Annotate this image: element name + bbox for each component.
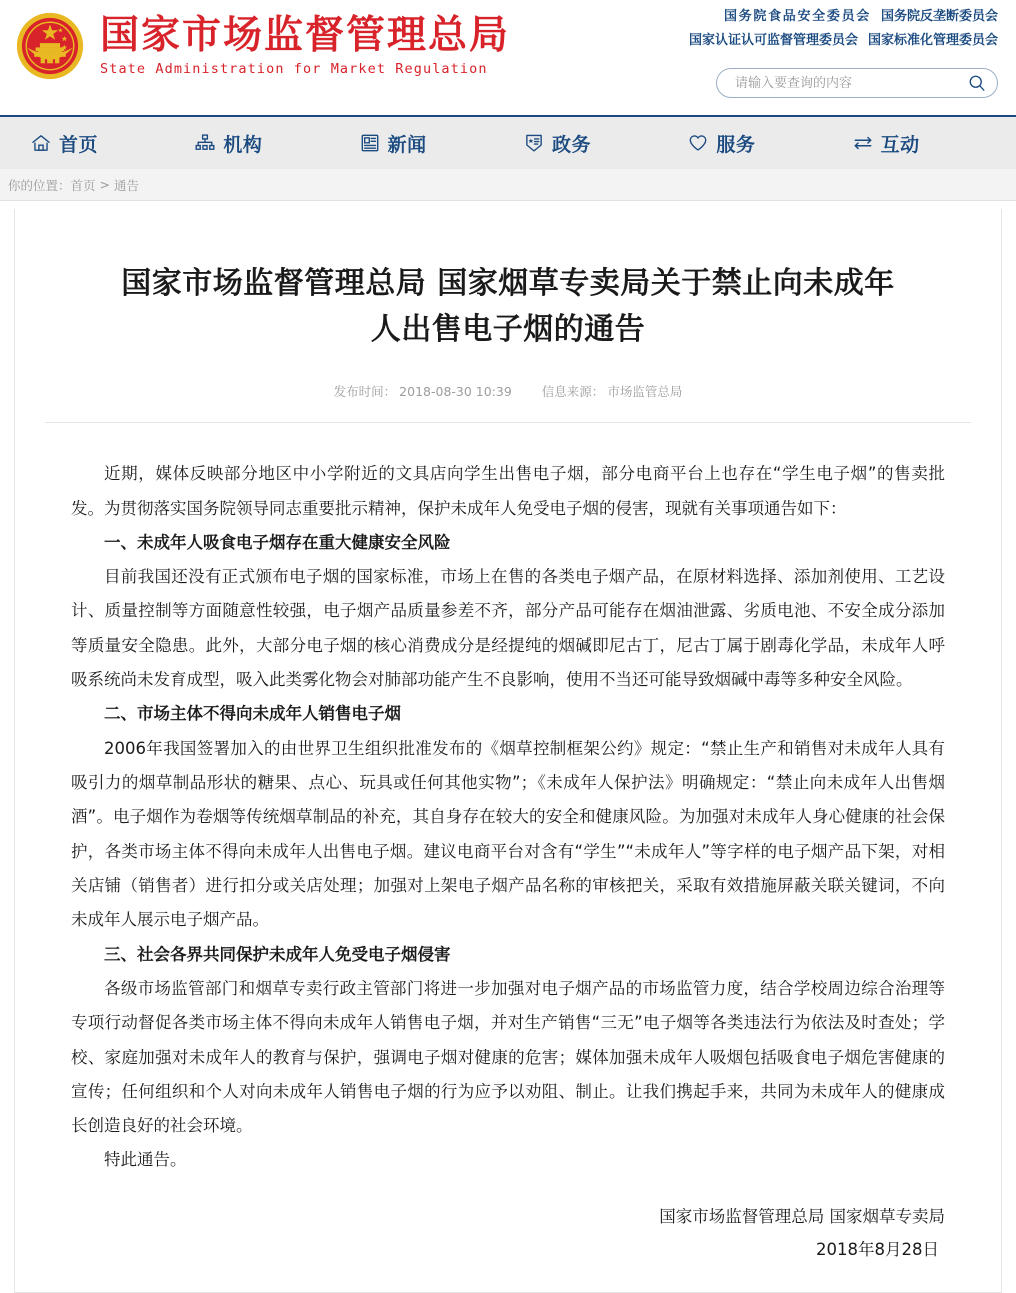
article-paragraph: 目前我国还没有正式颁布电子烟的国家标准，市场上在售的各类电子烟产品，在原材料选择、添加剂使用、工艺设计、质量控制等方面随意性较强，电子烟产品质量参差不齐，部分产品可能存在烟油泄露、劣质电池、不安全成分添加等质量安全隐患。此外，大部分电子烟的核心消费成分是经提纯的烟碱即尼古丁，尼古丁属于剧毒化学品，未成年人呼吸系统尚未发育成型，吸入此类雾化物会对肺部功能产生不良影响，使用不当还可能导致烟碱中毒等多种安全风险。 <box>71 567 945 690</box>
article-paragraph-closing: 特此通告。 <box>104 1150 187 1170</box>
exchange-icon <box>852 132 874 154</box>
nav-label-service: 服务 <box>716 133 756 156</box>
top-link-food-safety[interactable]: 国务院食品安全委员会 <box>723 8 871 23</box>
source-label: 信息来源： <box>541 384 605 400</box>
source-value: 市场监管总局 <box>607 384 683 400</box>
brand-name-en: State Administration for Market Regulation <box>100 60 488 77</box>
nav-label-government-affairs: 政务 <box>551 133 591 156</box>
article-section-heading-2: 二、市场主体不得向未成年人销售电子烟 <box>104 704 401 724</box>
top-link-antitrust[interactable]: 国务院反垄断委员会 <box>880 8 998 23</box>
article-body <box>71 457 945 1178</box>
breadcrumb-item-current: 通告 <box>114 177 140 193</box>
article-signature <box>71 1200 945 1266</box>
publish-time-value: 2018-08-30 10:39 <box>399 384 512 400</box>
breadcrumb-separator: > <box>99 177 111 192</box>
news-icon <box>359 132 381 154</box>
article-paragraph: 2006年我国签署加入的由世界卫生组织批准发布的《烟草控制框架公约》规定：“禁止生产和销售对未成年人具有吸引力的烟草制品形状的糖果、点心、玩具或任何其他实物”；《未成年人保护法》明确规定：“禁止向未成年人出售烟酒”。电子烟作为卷烟等传统烟草制品的补充，其自身存在较大的安全和健康风险。为加强对未成年人身心健康的社会保护，各类市场主体不得向未成年人出售电子烟。建议电商平台对含有“学生”“未成年人”等字样的电子烟产品下架，对相关店铺（销售者）进行扣分或关店处理；加强对上架电子烟产品名称的审核把关，采取有效措施屏蔽关联关键词，不向未成年人展示电子烟产品。 <box>71 738 945 930</box>
national-emblem-icon <box>14 10 86 82</box>
nav-label-interaction: 互动 <box>880 133 920 156</box>
nav-item-home[interactable] <box>30 130 194 157</box>
nav-item-government-affairs[interactable] <box>523 130 687 157</box>
top-link-certification[interactable]: 国家认证认可监督管理委员会 <box>688 32 858 47</box>
article-section-heading-3: 三、社会各界共同保护未成年人免受电子烟侵害 <box>104 944 451 964</box>
nav-item-service[interactable] <box>687 130 851 157</box>
article-paragraph: 近期，媒体反映部分地区中小学附近的文具店向学生出售电子烟，部分电商平台上也存在“学生电子烟”的售卖批发。为贯彻落实国务院领导同志重要批示精神，保护未成年人免受电子烟的侵害，现就有关事项通告如下： <box>71 464 945 518</box>
nav-label-organization: 机构 <box>223 133 263 156</box>
article-section-heading-1: 一、未成年人吸食电子烟存在重大健康安全风险 <box>104 532 451 552</box>
breadcrumb-prefix: 你的位置： <box>8 177 71 193</box>
brand-text <box>100 15 510 76</box>
site-brand[interactable] <box>14 10 510 82</box>
top-affiliate-links <box>648 6 998 49</box>
article-card <box>14 209 1002 1293</box>
heart-icon <box>687 132 709 154</box>
page-title: 国家市场监督管理总局 国家烟草专卖局关于禁止向未成年人出售电子烟的通告 <box>121 266 895 347</box>
search-icon[interactable] <box>967 73 987 93</box>
nav-item-interaction[interactable] <box>852 130 1016 157</box>
nav-item-news[interactable] <box>359 130 523 157</box>
site-header <box>0 0 1016 115</box>
brand-name-cn: 国家市场监督管理总局 <box>100 13 511 59</box>
main-nav <box>0 115 1016 169</box>
meta-divider <box>45 422 971 423</box>
nav-label-news: 新闻 <box>387 133 427 156</box>
article-paragraph: 各级市场监管部门和烟草专卖行政主管部门将进一步加强对电子烟产品的市场监管力度，结合学校周边综合治理等专项行动督促各类市场主体不得向未成年人销售电子烟，并对生产销售“三无”电子烟等各类违法行为依法及时查处；学校、家庭加强对未成年人的教育与保护，强调电子烟对健康的危害；媒体加强未成年人吸烟包括吸食电子烟危害健康的宣传；任何组织和个人对向未成年人销售电子烟的行为应予以劝阻、制止。让我们携起手来，共同为未成年人的健康成长创造良好的社会环境。 <box>71 978 945 1136</box>
nav-item-organization[interactable] <box>194 130 358 157</box>
search-box[interactable] <box>716 68 998 98</box>
article-meta <box>15 382 1001 400</box>
shield-icon <box>523 132 545 154</box>
home-icon <box>30 132 52 154</box>
signature-date: 2018年8月28日 <box>816 1239 939 1259</box>
nav-label-home: 首页 <box>59 133 99 156</box>
breadcrumb-item-home[interactable]: 首页 <box>70 177 96 193</box>
article-source <box>542 384 683 399</box>
org-chart-icon <box>194 132 216 154</box>
signature-issuers: 国家市场监督管理总局 国家烟草专卖局 <box>659 1206 945 1226</box>
search-input[interactable] <box>733 69 967 97</box>
publish-time <box>334 384 516 399</box>
top-link-standardization[interactable]: 国家标准化管理委员会 <box>867 32 998 47</box>
breadcrumb <box>0 169 1016 201</box>
publish-time-label: 发布时间： <box>333 384 397 400</box>
